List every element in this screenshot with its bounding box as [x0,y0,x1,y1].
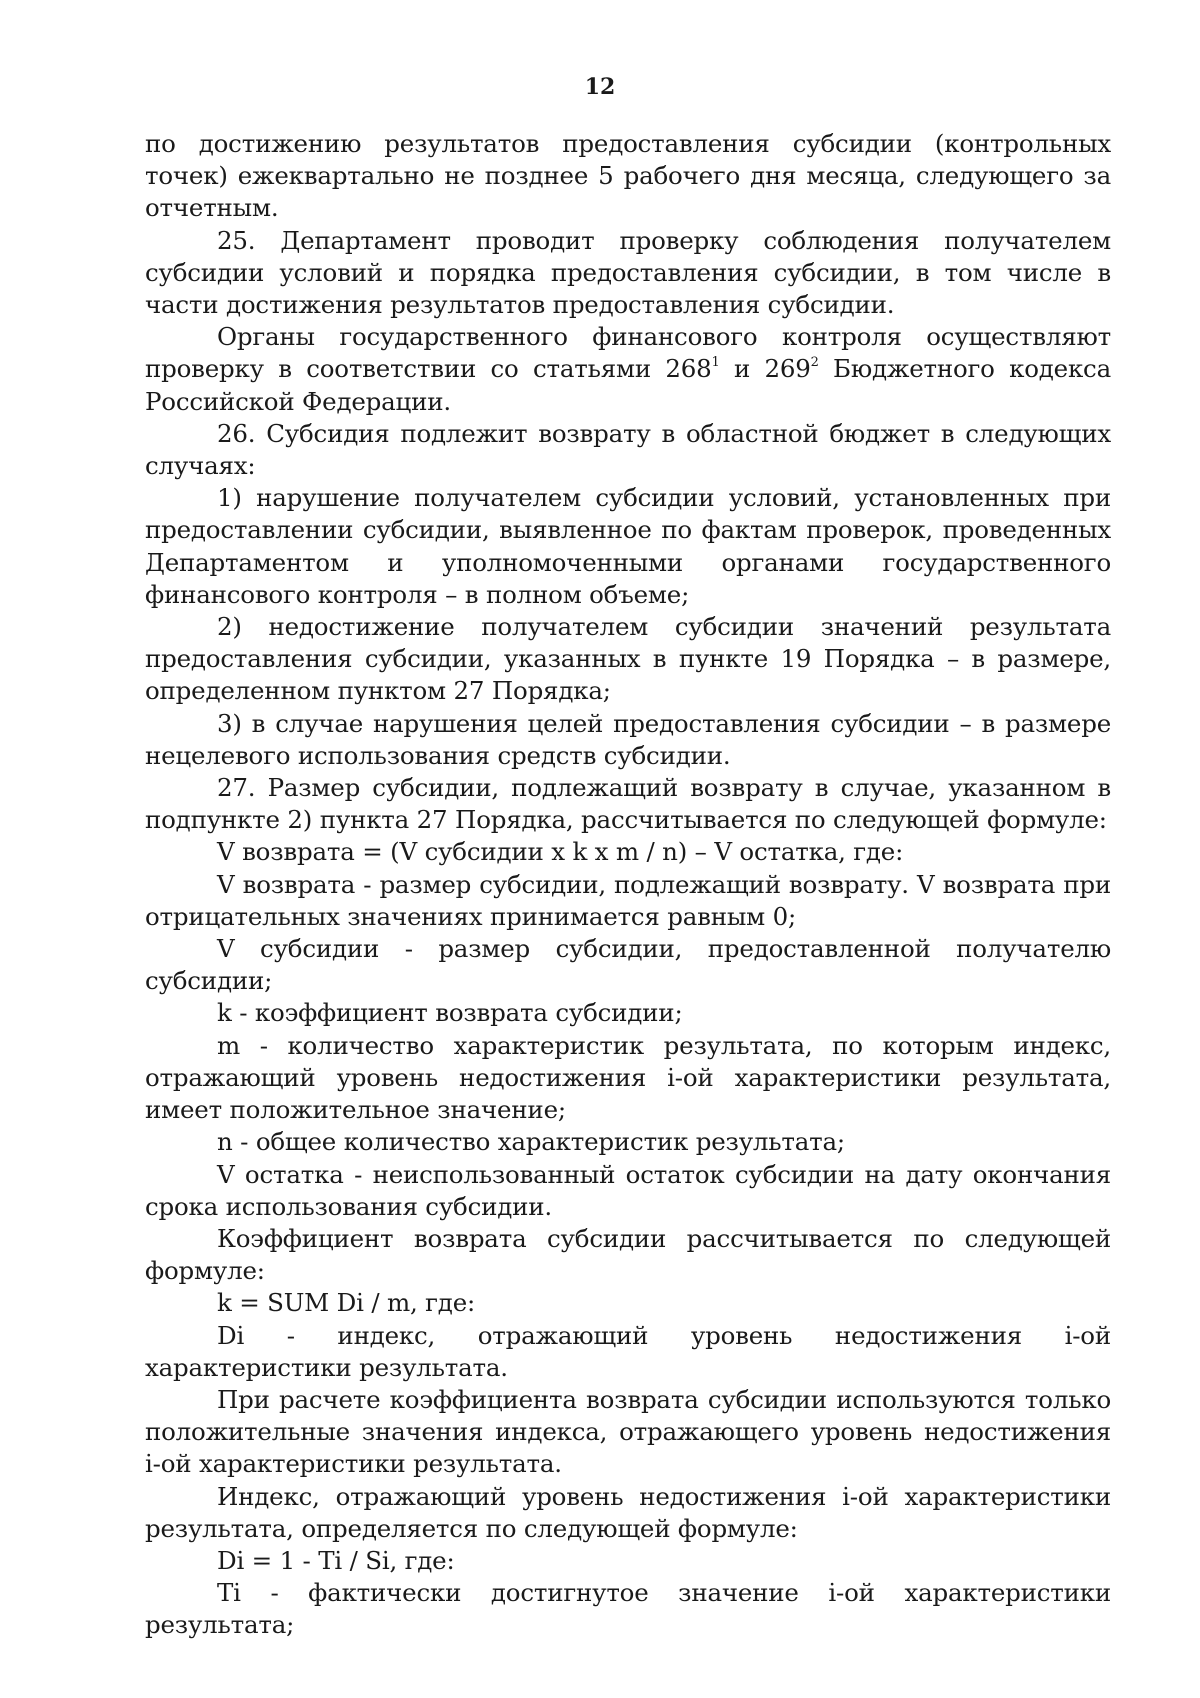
definition-v-remainder: V остатка - неиспользованный остаток субсидии на дату окончания срока использования субсидии. [145,1159,1111,1221]
text-fragment: и 269 [719,354,811,384]
list-item-2: 2) недостижение получателем субсидии значений результата предоставления субсидии, указанных в пункте 19 Порядка – в размере, определенном пунктом 27 Порядка; [145,612,1111,706]
paragraph-clause-26: 26. Субсидия подлежит возврату в областной бюджет в следующих случаях: [145,418,1111,481]
paragraph-control-bodies [145,321,1111,418]
footnote-marker: 2 [810,355,819,371]
footnote-marker: 1 [711,355,720,371]
text-fragment: Органы государственного финансового контроля осуществляют проверку в соответствии со статьями 268 [145,322,1111,384]
definition-ti: Ti - фактически достигнутое значение i-ой характеристики результата; [145,1578,1111,1640]
paragraph-index: Индекс, отражающий уровень недостижения i-ой характеристики результата, определяется по следующей формуле: [145,1481,1111,1543]
definition-v-return: V возврата - размер субсидии, подлежащий возврату. V возврата при отрицательных значениях принимается равным 0; [145,869,1111,931]
definition-m: m - количество характеристик результата, по которым индекс, отражающий уровень недостижения i-ой характеристики результата, имеет положительное значение; [145,1030,1111,1125]
definition-n: n - общее количество характеристик результата; [217,1127,845,1157]
text-fragment: Бюджетного кодекса Российской Федерации. [145,354,1111,416]
list-item-3: 3) в случае нарушения целей предоставления субсидии – в размере нецелевого использования средств субсидии. [145,708,1111,770]
formula-di: Di = 1 - Ti / Si, где: [217,1545,455,1575]
formula-k: k = SUM Di / m, где: [217,1288,476,1318]
paragraph-coefficient: Коэффициент возврата субсидии рассчитывается по следующей формуле: [145,1223,1111,1286]
paragraph-positive-values: При расчете коэффициента возврата субсидии используются только положительные значения индекса, отражающего уровень недостижения i-ой характеристики результата. [145,1384,1111,1479]
list-item-1: 1) нарушение получателем субсидии условий, установленных при предоставлении субсидии, выявленное по фактам проверок, проведенных Департаментом и уполномоченными органами государственного финансового контроля – в полном объеме; [145,483,1111,609]
definition-v-subsidy: V субсидии - размер субсидии, предоставленной получателю субсидии; [145,934,1111,996]
paragraph-continuation: по достижению результатов предоставления субсидии (контрольных точек) ежеквартально не позднее 5 рабочего дня месяца, следующего за отчетным. [145,129,1111,223]
definition-k: k - коэффициент возврата субсидии; [217,998,683,1028]
paragraph-clause-25: 25. Департамент проводит проверку соблюдения получателем субсидии условий и порядка предоставления субсидии, в том числе в части достижения результатов предоставления субсидии. [145,225,1111,320]
document-body [145,128,1111,1642]
definition-di: Di - индекс, отражающий уровень недостижения i-ой характеристики результата. [145,1320,1111,1382]
paragraph-clause-27: 27. Размер субсидии, подлежащий возврату в случае, указанном в подпункте 2) пункта 27 Порядка, рассчитывается по следующей формуле: [145,773,1111,835]
page-number: 12 [584,74,616,100]
formula-return-volume: V возврата = (V субсидии x k x m / n) – V остатка, где: [217,837,904,867]
